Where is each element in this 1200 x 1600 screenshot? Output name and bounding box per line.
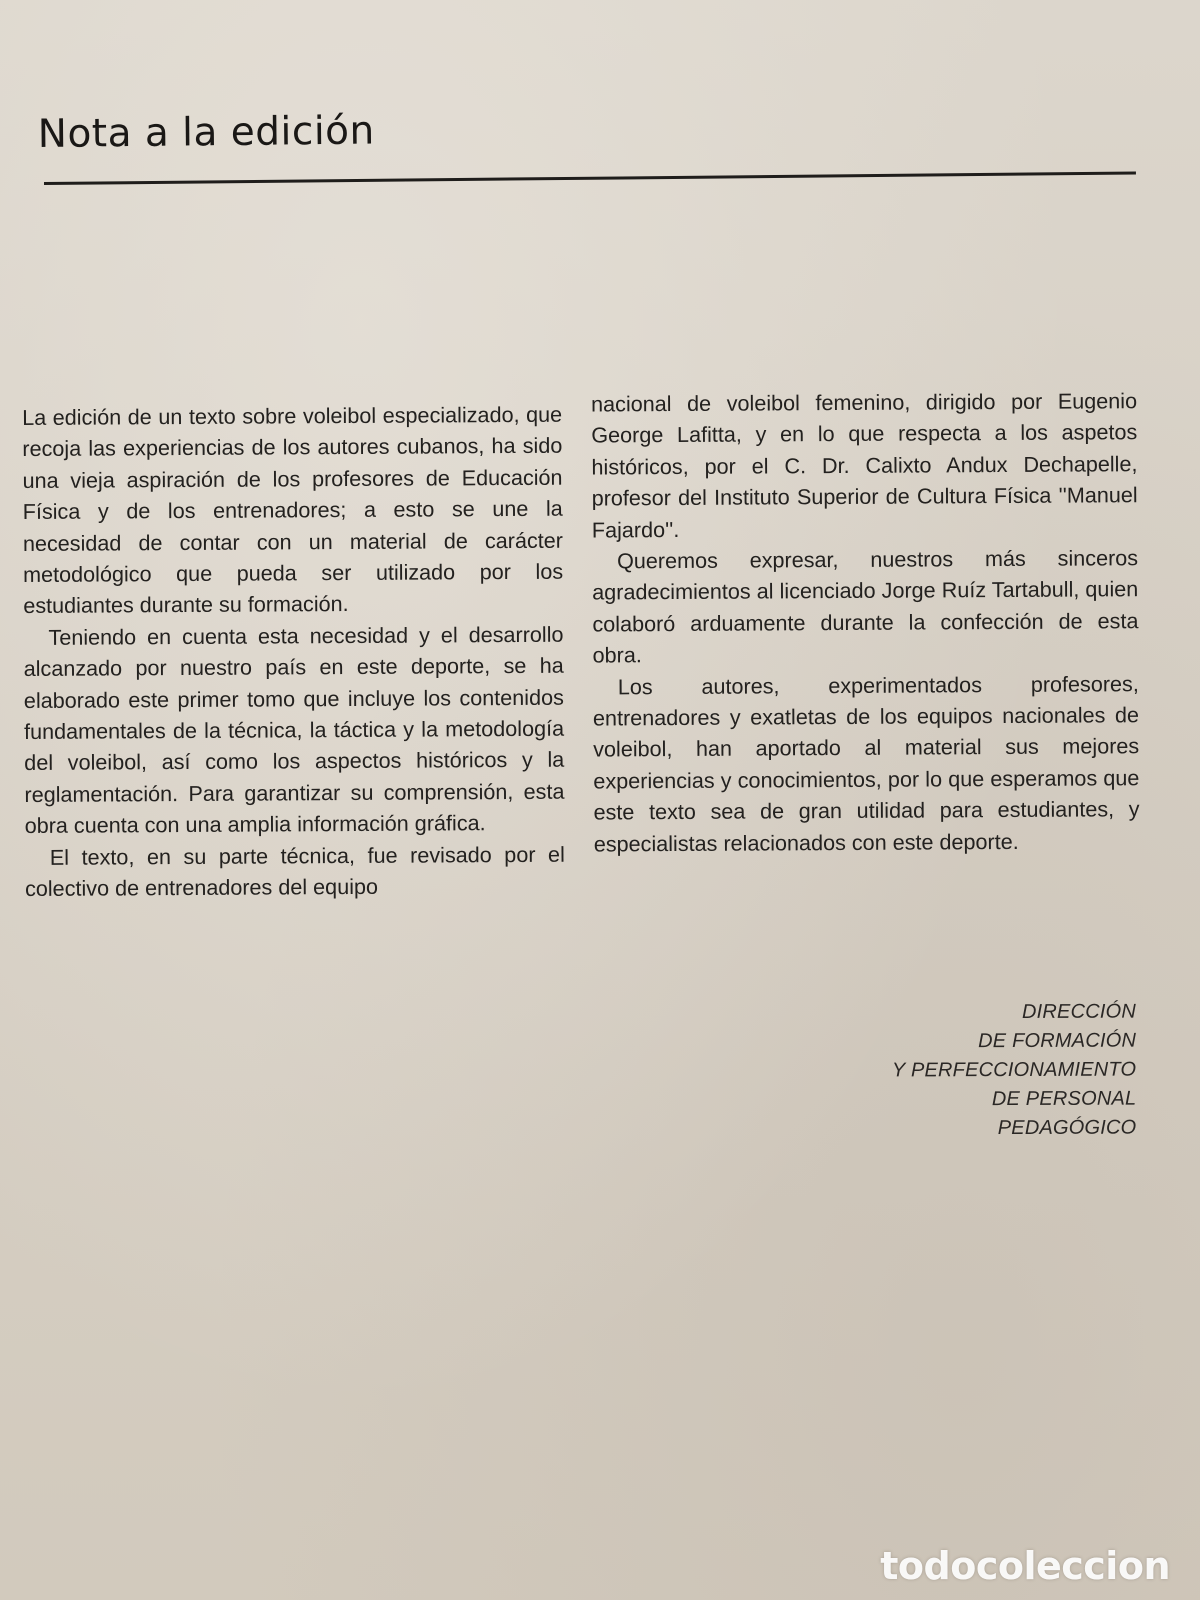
signature-line: PEDAGÓGICO: [997, 1116, 1137, 1140]
paragraph-content-overview: Teniendo en cuenta esta necesidad y el desarrollo alcanzado por nuestro país en este deporte, se ha elaborado este primer tomo que incluye los contenidos fundamentales de la técnica, la táctica y la metodología del voleibol, así como los aspectos históricos y la reglamentación. Para garantizar su comprensión, esta obra cuenta con una amplia información gráfica.: [23, 621, 565, 839]
signature-line: Y PERFECCIONAMIENTO: [891, 1058, 1137, 1082]
signature-block: [892, 998, 1137, 1144]
text-columns: [22, 385, 1152, 902]
signature-line: DE PERSONAL: [991, 1087, 1137, 1111]
left-column: [22, 399, 565, 905]
paragraph-authors: Los autores, experimentados profesores, entrenadores y exatletas de los equipos nacionales de voleibol, han aportado al material sus mejores experiencias y conocimientos, por lo que esperamos que este texto sea de gran utilidad para estudiantes, y especialistas relacionados con este deporte.: [592, 670, 1140, 857]
paragraph-revision-continued: nacional de voleibol femenino, dirigido por Eugenio George Lafitta, y en lo que respecta a los aspetos históricos, por el C. Dr. Calixto Andux Dechapelle, profesor del Instituto Superior de Cultura Física ''Manuel Fajardo''.: [591, 388, 1138, 543]
paragraph-intro: La edición de un texto sobre voleibol especializado, que recoja las experiencias de los autores cubanos, ha sido una vieja aspiración de los profesores de Educación Física y de los entrenadores; a esto se une la necesidad de contar con un material de carácter metodológico que pueda ser utilizado por los estudiantes durante su formación.: [22, 401, 564, 619]
signature-line: DIRECCIÓN: [1021, 1000, 1136, 1023]
paragraph-acknowledgements: Queremos expresar, nuestros más sinceros agradecimientos al licenciado Jorge Ruíz Tartabull, quien colaboró arduamente durante la confección de esta obra.: [592, 545, 1139, 668]
right-column: [591, 385, 1140, 859]
title-rule: [44, 172, 1136, 185]
paragraph-revision: El texto, en su parte técnica, fue revisado por el colectivo de entrenadores del equipo: [24, 841, 565, 902]
signature-line: DE FORMACIÓN: [977, 1029, 1136, 1053]
watermark-logo: todocoleccion: [880, 1544, 1170, 1588]
page-title: Nota a la edición: [37, 108, 375, 157]
